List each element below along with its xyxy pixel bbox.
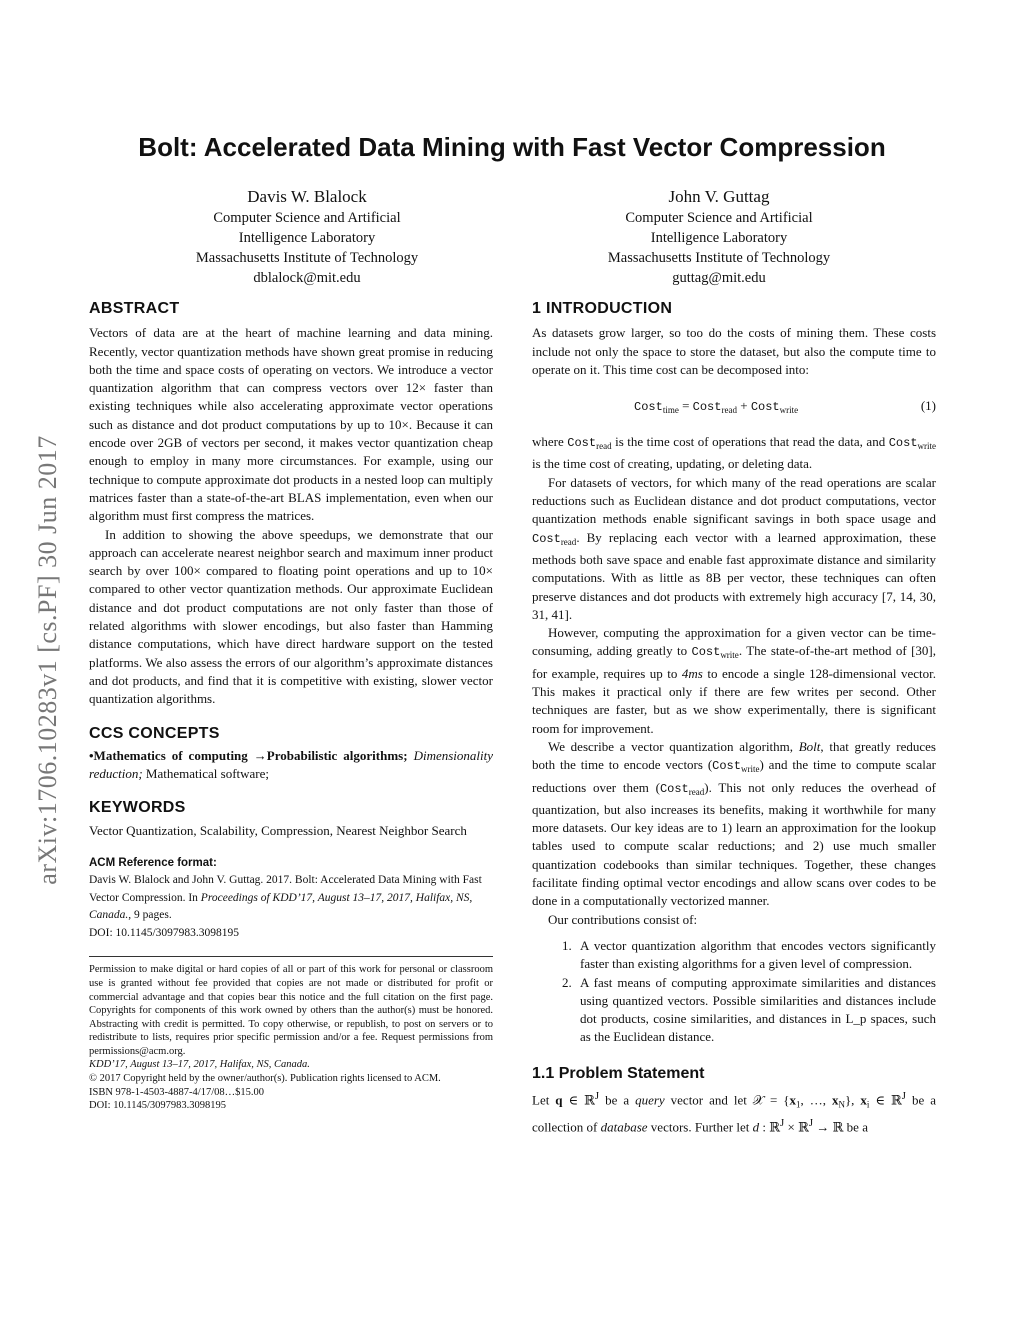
equation-number: (1) bbox=[920, 398, 936, 414]
author-email: dblalock@mit.edu bbox=[253, 270, 361, 286]
acm-ref-proceedings: Proceedings of KDD’17, August 13–17, 2017, Halifax, NS, Canada. bbox=[89, 891, 473, 922]
arxiv-stamp: arXiv:1706.10283v1 [cs.PF] 30 Jun 2017 bbox=[33, 435, 62, 885]
author-email: guttag@mit.edu bbox=[672, 270, 766, 286]
ccs-bold: •Mathematics of computing →Probabilistic algorithms; bbox=[89, 747, 408, 763]
keywords-heading: KEYWORDS bbox=[89, 799, 186, 817]
acm-ref-heading: ACM Reference format: bbox=[89, 857, 217, 870]
ccs-concepts bbox=[89, 747, 493, 784]
intro-paragraph: As datasets grow larger, so too do the costs of mining them. These costs include not only the space to store the dataset, but also the compute time to operate on it. This time cost can be decomposed into: bbox=[532, 325, 936, 377]
author-affiliation: Massachusetts Institute of Technology bbox=[607, 250, 831, 266]
intro-paragraph: Our contributions consist of: bbox=[548, 911, 698, 927]
ccs-heading: CCS CONCEPTS bbox=[89, 724, 220, 742]
author-affiliation: Intelligence Laboratory bbox=[650, 230, 788, 246]
author-block-2 bbox=[539, 186, 899, 288]
permission-block bbox=[89, 956, 493, 1113]
intro-paragraph: For datasets of vectors, for which many of the read operations are scalar reductions such as Euclidean distance and dot product computations, vector quantization methods enable significant savings in both space usage and Cost$_{read}$. By replacing each vector with a learned approximation, these methods both save space and enable fast approximate distance and similarity computations. With as little as 8B per vector, these techniques can often preserve distances and dot products with extremely high accuracy [7, 14, 30, 31, 41]. bbox=[532, 474, 936, 622]
ccs-rest: Mathematical software; bbox=[145, 766, 270, 782]
permission-copyright: © 2017 Copyright held by the owner/author(s). Publication rights licensed to ACM. bbox=[89, 1073, 441, 1085]
ccs-italic: Dimensionality reduction; bbox=[89, 747, 494, 782]
intro-paragraph: We describe a vector quantization algorithm, Bolt, that greatly reduces both the time to encode vectors (Cost$_{write}$) and the time to compute scalar reductions over them (Cost$_{read}$). This not only reduces the overhead of quantization, but also increases its benefits, making it worthwhile for many more datasets. Our key ideas are to 1) learn an approximation for the lookup tables used to compute scalar reductions; and 2) use much smaller quantization codebooks than similar techniques. Together, these changes facilitate finding optimal vector encodings and allow scans over codes to be done in a computationally vectorized manner. bbox=[532, 738, 936, 909]
abstract-paragraph: Vectors of data are at the heart of machine learning and data mining. Recently, vector quantization methods have shown great promise in reducing both the time and space costs of operating on vectors. We introduce a vector quantization algorithm that can compress vectors over 12× faster than existing techniques while also accelerating approximate vector operations such as distance and dot product computations by up to 10×. Because it can encode over 2GB of vectors per second, it makes vector quantization cheap enough to employ in many more circumstances. For example, using our technique to compute approximate dot products in a nested loop can multiply matrices faster than a state-of-the-art BLAS implementation, even when our algorithm must first compress the matrices. bbox=[89, 325, 493, 524]
permission-doi: DOI: 10.1145/3097983.3098195 bbox=[89, 1100, 226, 1112]
abstract-paragraph: In addition to showing the above speedups, we demonstrate that our approach can accelerate nearest neighbor search and maximum inner product search by over 100× compared to floating point operations and up to 10× compared to other vector quantization methods. Our approximate Euclidean distance and dot product computations are not only faster than those of related algorithms with slower encodings, but also faster than Hamming distance computations, which have direct hardware support on the tested platforms. We also assess the errors of our algorithm’s approximate distances and dot products, and find that it is competitive with existing, slower vector quantization algorithms. bbox=[89, 526, 493, 707]
author-affiliation: Intelligence Laboratory bbox=[238, 230, 376, 246]
author-affiliation: Computer Science and Artificial bbox=[213, 210, 401, 226]
abstract-heading: ABSTRACT bbox=[89, 300, 180, 317]
equation-body: Cost$_{time}$ = Cost$_{read}$ + Cost$_{write}$ bbox=[634, 398, 799, 416]
list-item: 2. A fast means of computing approximate similarities and distances using quantized vectors. Possible similarities and distances include dot products, cosine similarities, and distances in L_p spaces, such as the Euclidean distance. bbox=[562, 974, 936, 1045]
acm-ref-line: Davis W. Blalock and John V. Guttag. 2017. Bolt: Accelerated Data Mining with Fast Vector Compression. In bbox=[89, 874, 482, 904]
right-column bbox=[532, 300, 936, 1136]
acm-ref-pages: , 9 pages. bbox=[128, 909, 172, 922]
author-block-1 bbox=[127, 186, 487, 288]
author-name: Davis W. Blalock bbox=[247, 187, 367, 206]
author-affiliation: Massachusetts Institute of Technology bbox=[195, 250, 419, 266]
intro-paragraph: However, computing the approximation for a given vector can be time-consuming, adding greatly to Cost$_{write}$. The state-of-the-art method of [30], for example, requires up to 4ms to encode a single 128-dimensional vector. This makes it practical only if there are few writes per second. Other techniques are faster, but as we show experimentally, there is significant room for improvement. bbox=[532, 625, 936, 736]
problem-heading: 1.1 Problem Statement bbox=[532, 1064, 705, 1082]
contributions-list bbox=[532, 937, 936, 1047]
acm-ref-text bbox=[89, 872, 493, 942]
list-item: 1. A vector quantization algorithm that encodes vectors significantly faster than existing algorithms for a given level of compression. bbox=[562, 937, 936, 972]
equation-1 bbox=[532, 389, 936, 427]
permission-conf: KDD’17, August 13–17, 2017, Halifax, NS, Canada. bbox=[89, 1059, 310, 1071]
author-affiliation: Computer Science and Artificial bbox=[625, 210, 813, 226]
acm-ref-doi: DOI: 10.1145/3097983.3098195 bbox=[89, 926, 240, 939]
keywords-text: Vector Quantization, Scalability, Compression, Nearest Neighbor Search bbox=[89, 822, 467, 838]
author-name: John V. Guttag bbox=[668, 187, 770, 206]
intro-paragraph: where Cost$_{read}$ is the time cost of operations that read the data, and Cost$_{write}$ is the time cost of creating, updating, or deleting data. bbox=[532, 434, 937, 472]
paper-title: Bolt: Accelerated Data Mining with Fast Vector Compression bbox=[138, 132, 886, 162]
permission-isbn: ISBN 978-1-4503-4887-4/17/08…$15.00 bbox=[89, 1086, 264, 1098]
problem-paragraph: Let q ∈ ℝ$^J$ be a query vector and let 𝒳 = {$x_1$, …, $x_N$}, $x_i$ ∈ ℝ$^J$ be a collection of database vectors. Further let d : ℝ$^J$ × ℝ$^J$ → ℝ be a bbox=[532, 1089, 937, 1134]
left-column bbox=[89, 300, 493, 1113]
permission-text: Permission to make digital or hard copies of all or part of this work for personal or classroom use is granted without fee provided that copies are not made or distributed for profit or commercial advantage and that copies bear this notice and the full citation on the first page. Copyrights for components of this work owned by others than the author(s) must be honored. Abstracting with credit is permitted. To copy otherwise, or republish, to post on servers or to redistribute to lists, requires prior specific permission and/or a fee. Request permissions from permissions@acm.org. bbox=[89, 964, 493, 1057]
intro-heading: 1 INTRODUCTION bbox=[532, 300, 673, 317]
